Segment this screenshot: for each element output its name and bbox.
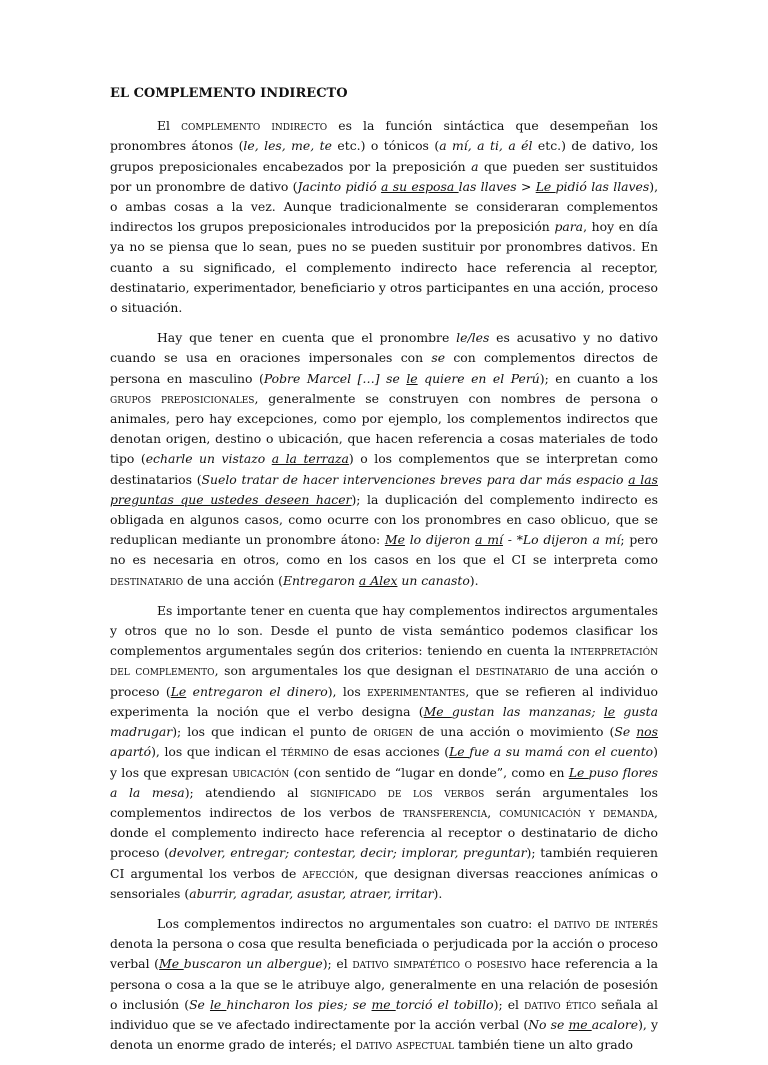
body-text: es la función sintáctica que desempeñan los pronombres átonos (: [110, 118, 658, 154]
body-text: Los complementos indirectos no argumentales son cuatro: el: [157, 915, 554, 931]
emphasis-text: Me: [159, 956, 184, 972]
body-text: que pueden ser sustituidos por un pronombre de dativo (: [110, 158, 658, 194]
emphasis-text: a mí, a ti, a él: [439, 138, 533, 154]
body-text: ; pero no es necesaria en otros, como en los casos en los que el CI se interpreta como: [110, 532, 659, 568]
emphasis-text: Pobre Marcel […] se: [263, 370, 407, 386]
emphasis-text: dativo ético: [524, 996, 597, 1012]
body-text: ) y los que expresan: [110, 744, 658, 780]
body-text: , que se refieren al individuo experimenta la noción que el verbo designa (: [110, 683, 659, 719]
emphasis-text: aburrir, agradar, asustar, atraer, irritar: [189, 885, 434, 901]
emphasis-text: término: [281, 744, 329, 760]
body-text: es acusativo y no dativo cuando se usa en oraciones impersonales con: [110, 330, 659, 366]
body-text: , hoy en día ya no se piensa que lo sean, pues no se pueden sustituir por pronombres dativos. En cuanto a su significado, el complemento indirecto hace referencia al receptor, destinatario, experimentador, beneficiario y otros participantes en una acción, proceso o situación.: [110, 219, 658, 316]
body-text: Hay que tener en cuenta que el pronombre: [157, 330, 457, 346]
emphasis-text: dativo aspectual: [355, 1037, 455, 1053]
body-text: ); también requieren CI argumental los verbos de: [110, 845, 658, 881]
emphasis-text: echarle un vistazo: [145, 451, 272, 467]
document-page: [110, 84, 658, 1065]
body-text: , que designan diversas reacciones anímicas o sensoriales (: [110, 865, 658, 901]
emphasis-text: Le: [535, 178, 556, 194]
emphasis-text: me: [568, 1016, 592, 1032]
body-text: etc.) de dativo, los grupos preposicionales encabezados por la preposición: [110, 138, 658, 174]
emphasis-text: Jacinto pidió: [297, 178, 382, 194]
body-text: ); el: [322, 956, 353, 972]
emphasis-text: afección: [302, 865, 355, 881]
emphasis-text: buscaron un albergue: [183, 956, 323, 972]
emphasis-text: gustan las manzanas;: [451, 703, 604, 719]
emphasis-text: a la terraza: [271, 451, 349, 467]
emphasis-text: le: [406, 370, 418, 386]
emphasis-text: nos: [636, 724, 659, 740]
emphasis-text: gusta madrugar: [110, 703, 658, 740]
emphasis-text: Suelo tratar de hacer intervenciones breves para dar más espacio: [201, 471, 629, 487]
body-text: , donde el complemento indirecto hace referencia al receptor o destinatario de dicho proceso (: [110, 804, 658, 861]
emphasis-text: devolver, entregar; contestar, decir; implorar, preguntar: [168, 845, 527, 861]
document-title: EL COMPLEMENTO INDIRECTO: [110, 86, 348, 101]
emphasis-text: torció el tobillo: [395, 996, 494, 1012]
emphasis-text: un canasto: [397, 572, 470, 588]
emphasis-text: interpretación del complemento: [110, 643, 658, 679]
body-text: (con sentido de “lugar en donde”, como en: [289, 764, 569, 780]
emphasis-text: ubicación: [232, 764, 290, 780]
emphasis-text: destinatario: [110, 572, 184, 588]
emphasis-text: entregaron el dinero: [186, 683, 328, 699]
emphasis-text: - *Lo dijeron a mí: [502, 532, 621, 548]
paragraph-2: [110, 328, 658, 591]
emphasis-text: le: [603, 703, 616, 719]
body-text: de una acción o proceso (: [110, 663, 659, 699]
emphasis-text: a mí: [475, 532, 503, 548]
emphasis-text: Se: [614, 724, 637, 740]
emphasis-text: Le: [170, 683, 187, 699]
emphasis-text: para: [554, 219, 584, 235]
emphasis-text: dativo simpatético o posesivo: [352, 956, 527, 972]
body-text: ); la duplicación del complemento indirecto es obligada en algunos casos, como ocurre con los pronombres en caso oblicuo, que se reduplican mediante un pronombre átono:: [110, 491, 658, 548]
body-text: , son argumentales los que designan el: [214, 663, 476, 679]
emphasis-text: Me: [384, 532, 405, 548]
emphasis-text: Se: [189, 996, 210, 1012]
body-text: ).: [433, 885, 443, 901]
emphasis-text: le, les, me, te: [243, 138, 332, 154]
emphasis-text: pidió las llaves: [555, 178, 650, 194]
body-text: de esas acciones (: [328, 744, 450, 760]
body-text: ).: [469, 572, 479, 588]
body-text: ); los que indican el punto de: [172, 724, 374, 740]
emphasis-text: transferencia, comunicación y demanda: [402, 804, 655, 820]
emphasis-text: apartó: [110, 744, 152, 760]
emphasis-text: complemento indirecto: [181, 118, 328, 134]
emphasis-text: a su esposa: [381, 178, 459, 194]
body-text: , generalmente se construyen con nombres de persona o animales, pero hay excepciones, como por ejemplo, los complementos indirectos que denotan origen, destino o ubicación, que hacen referencia a cosas materiales de todo tipo (: [110, 390, 658, 467]
emphasis-text: dativo de interés: [553, 915, 658, 931]
body-text: ); el: [493, 996, 525, 1012]
body-text: ), y denota un enorme grado de interés; el: [110, 1016, 658, 1053]
body-text: El: [157, 118, 182, 134]
emphasis-text: Me: [423, 703, 452, 719]
body-text: ), los que indican el: [151, 744, 282, 760]
emphasis-text: acalore: [591, 1016, 639, 1032]
emphasis-text: puso flores a la mesa: [110, 764, 659, 800]
paragraph-3: [110, 601, 658, 904]
body-text: ), o ambas cosas a la vez. Aunque tradicionalmente se consideraran complementos indirectos los grupos preposicionales introducidos por la preposición: [110, 178, 659, 235]
body-text: etc.) o tónicos (: [331, 138, 440, 154]
emphasis-text: origen: [373, 724, 413, 740]
emphasis-text: quiere en el Perú: [417, 370, 540, 386]
body-text: señala al individuo que se ve afectado indirectamente por la acción verbal (: [110, 996, 659, 1032]
emphasis-text: se: [431, 350, 446, 366]
body-text: ), los: [327, 683, 368, 699]
body-text: de una acción o movimiento (: [412, 724, 615, 740]
emphasis-text: a Alex: [358, 572, 398, 588]
emphasis-text: Le: [449, 744, 470, 760]
body-text: también tiene un alto grado: [454, 1037, 634, 1053]
emphasis-text: me: [371, 996, 396, 1012]
body-text: con complementos directos de persona en masculino (: [110, 350, 658, 386]
body-text: ); en cuanto a los: [539, 370, 658, 386]
emphasis-text: las llaves >: [458, 178, 536, 194]
emphasis-text: Entregaron: [283, 572, 359, 588]
emphasis-text: fue a su mamá con el cuento: [469, 744, 654, 760]
emphasis-text: a las preguntas que ustedes deseen hacer: [110, 471, 658, 507]
emphasis-text: destinatario: [475, 663, 549, 679]
emphasis-text: hincharon los pies; se: [226, 996, 372, 1012]
body-text: hace referencia a la persona o cosa a la que se le atribuye algo, generalmente en una relación de posesión o inclusión (: [110, 956, 658, 1012]
paragraph-1: [110, 116, 658, 318]
emphasis-text: Le: [568, 764, 589, 780]
emphasis-text: No se: [528, 1016, 569, 1032]
emphasis-text: grupos preposicionales: [110, 390, 255, 406]
emphasis-text: significado de los verbos: [310, 784, 485, 800]
emphasis-text: experimentantes: [367, 683, 466, 699]
emphasis-text: le/les: [456, 330, 490, 346]
body-text: Es importante tener en cuenta que hay complementos indirectos argumentales y otros que no lo son. Desde el punto de vista semántico podemos clasificar los complementos argumentales según dos criterios: teniendo en cuenta la: [110, 602, 658, 659]
body-text: ); atendiendo al: [184, 784, 310, 800]
emphasis-text: lo dijeron: [404, 532, 476, 548]
emphasis-text: a: [471, 158, 479, 174]
emphasis-text: le: [209, 996, 227, 1012]
body-text: de una acción (: [183, 572, 283, 588]
body-text: serán argumentales los complementos indirectos de los verbos de: [110, 784, 658, 820]
paragraph-4: [110, 914, 658, 1055]
body-text: denota la persona o cosa que resulta beneficiada o perjudicada por la acción o proceso verbal (: [110, 936, 658, 972]
body-text: ) o los complementos que se interpretan como destinatarios (: [110, 451, 659, 487]
